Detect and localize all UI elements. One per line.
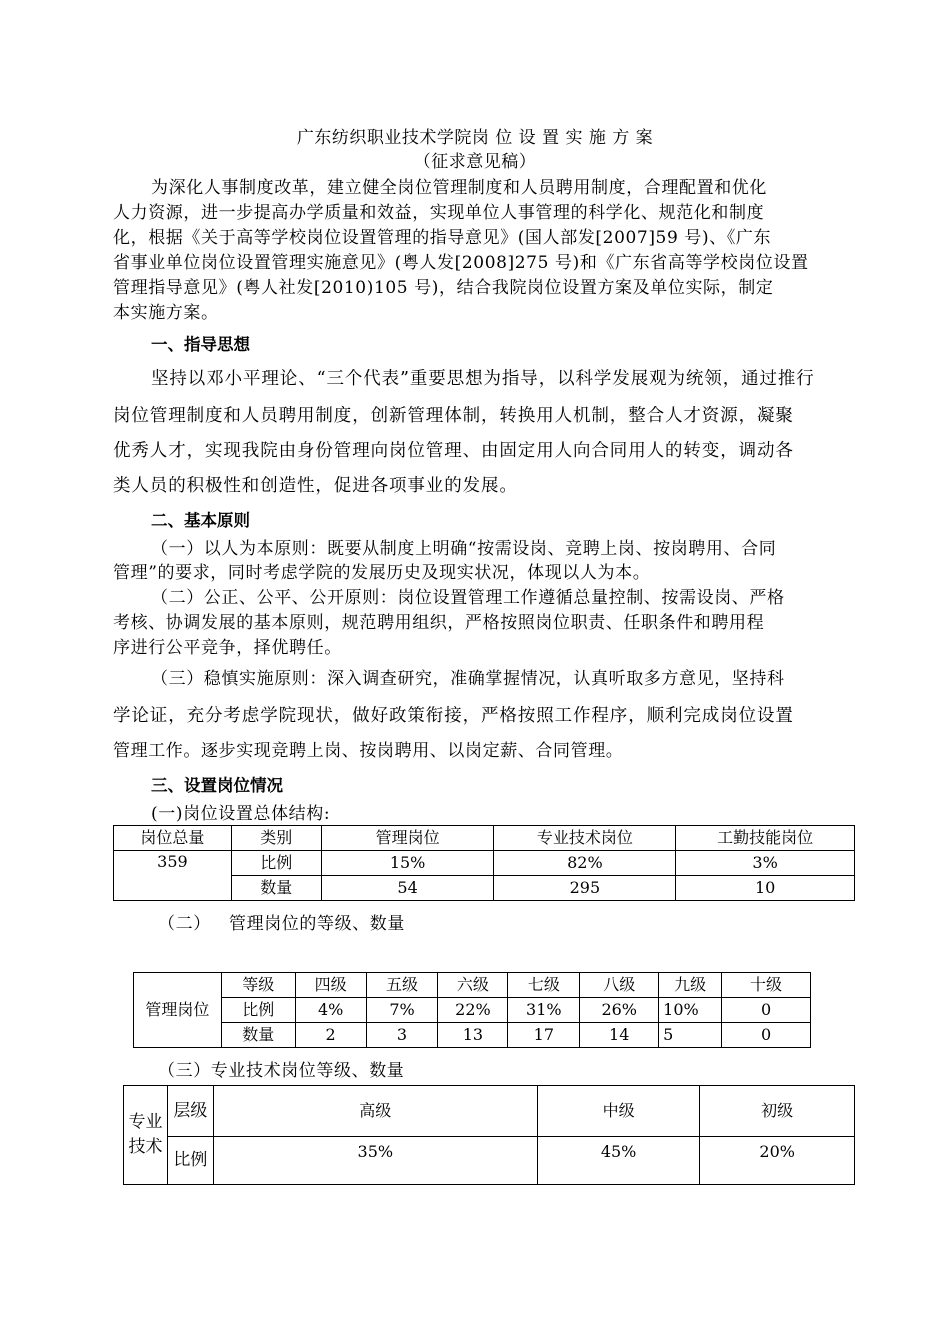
technical-row-label: 专业技术: [124, 1086, 168, 1185]
header-cell: 岗位总量: [114, 826, 232, 851]
data-cell: 3: [366, 1023, 438, 1048]
data-cell: 35%: [213, 1137, 537, 1185]
data-cell: 10%: [659, 998, 722, 1023]
header-cell: 中级: [537, 1086, 700, 1137]
row-label: 比例: [167, 1137, 213, 1185]
section1-line: 岗位管理制度和人员聘用制度，创新管理体制，转换用人机制，整合人才资源，凝聚: [113, 406, 794, 426]
principle-2-line: 考核、协调发展的基本原则，规范聘用组织，严格按照岗位职责、任职条件和聘用程: [113, 613, 765, 633]
section-heading-basic-principles: 二、基本原则: [151, 511, 250, 530]
technical-grades-table: [123, 1085, 855, 1185]
data-cell: 4%: [295, 998, 366, 1023]
row-label: 数量: [221, 1023, 295, 1048]
section-heading-guiding-ideology: 一、指导思想: [151, 335, 250, 354]
data-cell: 17: [508, 1023, 580, 1048]
principle-2-line: 序进行公平竞争，择优聘任。: [113, 638, 342, 658]
principle-1-line: （一）以人为本原则：既要从制度上明确“按需设岗、竞聘上岗、按岗聘用、合同: [151, 539, 777, 559]
section1-line: 坚持以邓小平理论、“三个代表”重要思想为指导，以科学发展观为统领，通过推行: [151, 369, 815, 389]
data-cell: 31%: [508, 998, 580, 1023]
principle-2-line: （二）公正、公平、公开原则：岗位设置管理工作遵循总量控制、按需设岗、严格: [151, 588, 785, 608]
table-row: [124, 1137, 855, 1185]
subheading-management-prefix: （二）: [158, 914, 211, 934]
principle-3-line: 管理工作。逐步实现竞聘上岗、按岗聘用、以岗定薪、合同管理。: [113, 741, 624, 761]
intro-line: 人力资源，进一步提高办学质量和效益，实现单位人事管理的科学化、规范化和制度: [113, 203, 765, 223]
intro-line: 化，根据《关于高等学校岗位设置管理的指导意见》(国人部发[2007]59 号)、《广东: [113, 228, 772, 248]
data-cell: 0: [722, 1023, 811, 1048]
header-cell: 十级: [722, 973, 811, 998]
table-row: [134, 1023, 811, 1048]
data-cell: 3%: [676, 851, 855, 876]
data-cell: 2: [295, 1023, 366, 1048]
management-grades-table: [133, 972, 811, 1048]
subheading-technical-grades: （三）专业技术岗位等级、数量: [158, 1061, 405, 1081]
principle-1-line: 管理”的要求，同时考虑学院的发展历史及现实状况，体现以人为本。: [113, 563, 651, 583]
table-row: [134, 973, 811, 998]
intro-line: 为深化人事制度改革，建立健全岗位管理制度和人员聘用制度，合理配置和优化: [151, 178, 767, 198]
header-cell: 管理岗位: [321, 826, 494, 851]
data-cell: 10: [676, 876, 855, 901]
header-cell: 专业技术岗位: [494, 826, 676, 851]
data-cell: 0: [722, 998, 811, 1023]
row-label: 数量: [231, 876, 321, 901]
data-cell: 45%: [537, 1137, 700, 1185]
data-cell: 54: [321, 876, 494, 901]
header-cell: 类别: [231, 826, 321, 851]
data-cell: 14: [580, 1023, 659, 1048]
header-cell: 初级: [700, 1086, 855, 1137]
management-row-label: 管理岗位: [134, 973, 222, 1048]
data-cell: 20%: [700, 1137, 855, 1185]
header-cell: 七级: [508, 973, 580, 998]
data-cell: 295: [494, 876, 676, 901]
data-cell: 13: [438, 1023, 508, 1048]
header-cell: 高级: [213, 1086, 537, 1137]
header-cell: 四级: [295, 973, 366, 998]
header-cell: 工勤技能岗位: [676, 826, 855, 851]
document-title: 广东纺织职业技术学院岗 位 设 置 实 施 方 案: [296, 128, 654, 148]
data-cell: 7%: [366, 998, 438, 1023]
data-cell: 26%: [580, 998, 659, 1023]
intro-line: 省事业单位岗位设置管理实施意见》(粤人发[2008]275 号)和《广东省高等学校岗位设置: [113, 253, 809, 273]
header-cell: 九级: [659, 973, 722, 998]
table-row: [114, 826, 855, 851]
data-cell: 22%: [438, 998, 508, 1023]
row-label: 比例: [221, 998, 295, 1023]
section-heading-post-settings: 三、设置岗位情况: [151, 776, 283, 795]
intro-line: 本实施方案。: [113, 303, 219, 323]
header-cell: 五级: [366, 973, 438, 998]
subheading-overall-structure: (一)岗位设置总体结构:: [151, 804, 331, 824]
data-cell: 15%: [321, 851, 494, 876]
subheading-management-grades: 管理岗位的等级、数量: [229, 914, 405, 934]
section1-line: 优秀人才，实现我院由身份管理向岗位管理、由固定用人向合同用人的转变，调动各: [113, 441, 794, 461]
row-label: 比例: [231, 851, 321, 876]
overall-structure-table: [113, 825, 855, 901]
document-subtitle: （征求意见稿）: [413, 152, 537, 172]
header-cell: 六级: [438, 973, 508, 998]
data-cell: 82%: [494, 851, 676, 876]
header-cell: 八级: [580, 973, 659, 998]
table-row: [134, 998, 811, 1023]
table-row: [124, 1086, 855, 1137]
principle-3-line: 学论证，充分考虑学院现状，做好政策衔接，严格按照工作程序，顺利完成岗位设置: [113, 706, 794, 726]
section1-line: 类人员的积极性和创造性，促进各项事业的发展。: [113, 476, 518, 496]
data-cell: 5: [659, 1023, 722, 1048]
table-row: [114, 851, 855, 876]
row-label: 层级: [167, 1086, 213, 1137]
intro-line: 管理指导意见》(粤人社发[2010)105 号)，结合我院岗位设置方案及单位实际，制定: [113, 278, 774, 298]
principle-3-line: （三）稳慎实施原则：深入调查研究，准确掌握情况，认真听取多方意见，坚持科: [151, 669, 785, 689]
row-label: 等级: [221, 973, 295, 998]
total-posts-cell: 359: [114, 851, 232, 901]
